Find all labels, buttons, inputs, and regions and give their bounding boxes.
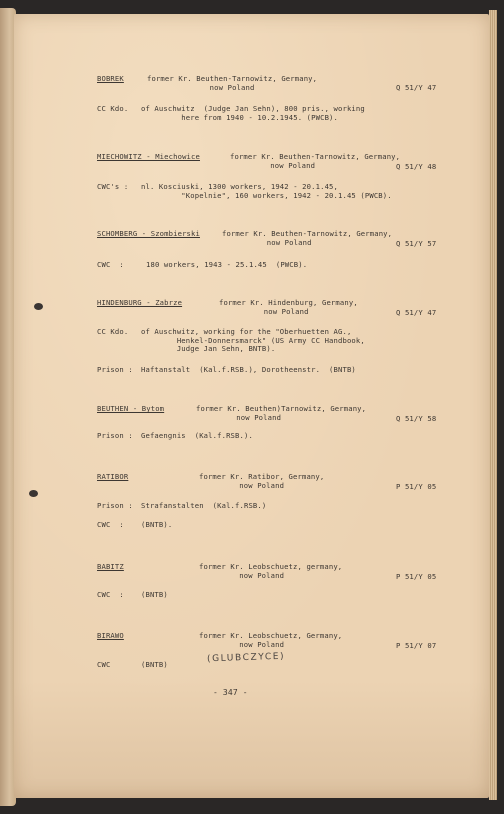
entry-reference: P 51/Y 05 [396,572,437,581]
entry-location: former Kr. Beuthen-Tarnowitz, Germany, now Poland [230,152,401,170]
detail-label: CWC : [97,260,124,269]
detail-label: Prison : [97,501,133,510]
entry-name: BIRAWO [97,631,124,640]
detail-text: (BNTB). [141,520,173,529]
detail-text: 180 workers, 1943 - 25.1.45 (PWCB). [146,260,308,269]
entry-name: BEUTHEN - Bytom [97,404,165,413]
detail-text: of Auschwitz, working for the "Oberhuetten AG., Henkel-Donnersmarck" (US Army CC Handbook, Judge Jan Sehn, BNTB). [141,327,365,353]
detail-label: Prison : [97,365,133,374]
detail-text: Haftanstalt (Kal.f.RSB.), Dorotheenstr. (BNTB) [141,365,356,374]
entry-reference: P 51/Y 05 [396,482,437,491]
detail-label: CC Kdo. [97,104,129,113]
page-number: - 347 - [213,688,248,697]
entry-name: BABITZ [97,562,124,571]
punch-hole [29,490,38,497]
entry-reference: Q 51/Y 47 [396,308,437,317]
detail-text: nl. Kosciuski, 1300 workers, 1942 - 20.1.45, "Kopelnie", 160 workers, 1942 - 20.1.45 (PWCB). [141,182,392,200]
entry-name: SCHOMBERG - Szombierski [97,229,200,238]
detail-text: Strafanstalten (Kal.f.RSB.) [141,501,267,510]
entry-location: former Kr. Hindenburg, Germany, now Poland [219,298,358,316]
handwritten-note: (GLUBCZYCE) [206,651,286,665]
detail-label: CWC's : [97,182,129,191]
entry-name: MIECHOWITZ - Miechowice [97,152,200,161]
detail-text: (BNTB) [141,660,168,669]
detail-text: (BNTB) [141,590,168,599]
entry-reference: Q 51/Y 57 [396,239,437,248]
entry-name: RATIBOR [97,472,129,481]
detail-text: of Auschwitz (Judge Jan Sehn), 800 pris., working here from 1940 - 10.2.1945. (PWCB). [141,104,365,122]
entry-location: former Kr. Leobschuetz, Germany, now Poland [199,631,343,649]
entry-location: former Kr. Beuthen)Tarnowitz, Germany, now Poland [196,404,367,422]
entry-name: BOBREK [97,74,124,83]
punch-hole [34,303,43,310]
entry-location: former Kr. Beuthen-Tarnowitz, Germany, now Poland [222,229,393,247]
detail-label: CWC [97,660,111,669]
entry-reference: Q 51/Y 58 [396,414,437,423]
entry-reference: Q 51/Y 47 [396,83,437,92]
entry-name: HINDENBURG - Zabrze [97,298,183,307]
entry-reference: P 51/Y 07 [396,641,437,650]
detail-label: CWC : [97,520,124,529]
detail-label: CWC : [97,590,124,599]
detail-text: Gefaengnis (Kal.f.RSB.). [141,431,253,440]
detail-label: Prison : [97,431,133,440]
entry-reference: Q 51/Y 48 [396,162,437,171]
detail-label: CC Kdo. [97,327,129,336]
page-edge [489,10,497,800]
entry-location: former Kr. Beuthen-Tarnowitz, Germany, now Poland [147,74,318,92]
entry-location: former Kr. Ratibor, Germany, now Poland [199,472,325,490]
entry-location: former Kr. Leobschuetz, germany, now Poland [199,562,343,580]
